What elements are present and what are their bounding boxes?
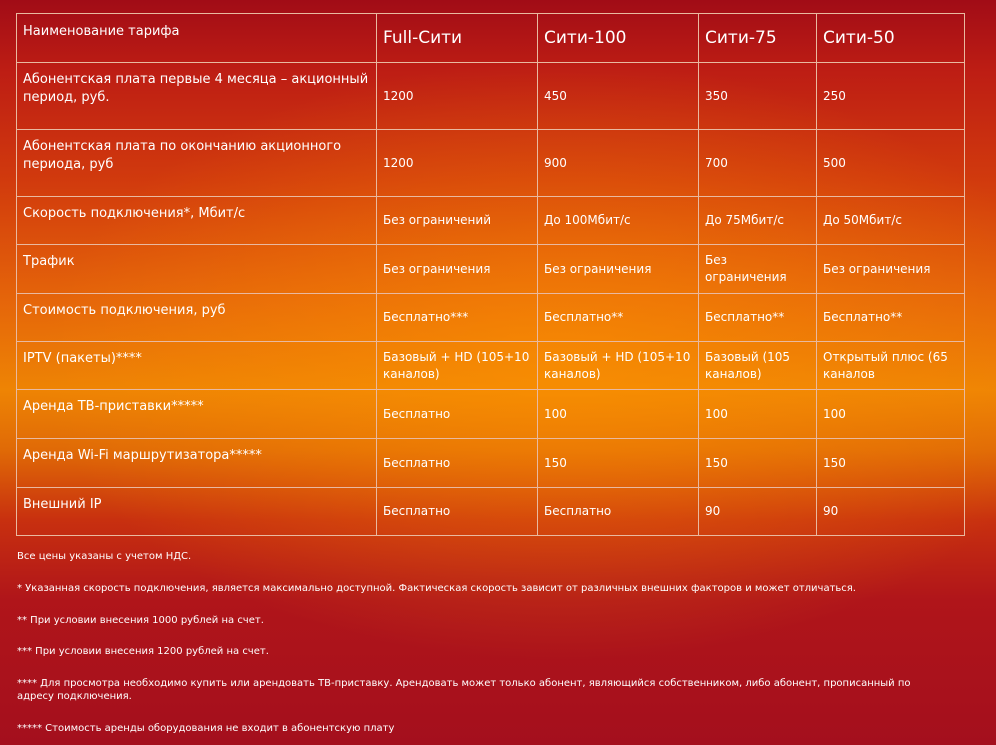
table-cell: Бесплатно**: [817, 294, 965, 342]
row-label: Абонентская плата по окончанию акционного периода, руб: [17, 130, 377, 197]
table-row: [17, 130, 965, 197]
table-cell: Базовый (105 каналов): [699, 342, 817, 390]
table-cell: Бесплатно**: [699, 294, 817, 342]
table-row: [17, 439, 965, 488]
table-cell: Без ограничений: [377, 197, 538, 245]
table-cell: 150: [699, 439, 817, 488]
plan-name-full-city: Full-Сити: [377, 14, 538, 63]
plan-name-city-50: Сити-50: [817, 14, 965, 63]
plan-name-city-100: Сити-100: [538, 14, 699, 63]
table-cell: Бесплатно***: [377, 294, 538, 342]
table-cell: Открытый плюс (65 каналов: [817, 342, 965, 390]
table-cell: Без ограничения: [538, 245, 699, 294]
footnote-speed: * Указанная скорость подключения, является максимально доступной. Фактическая скорость зависит от различных внешних факторов и может отличаться.: [17, 583, 856, 594]
table-cell: 250: [817, 63, 965, 130]
table-cell: 1200: [377, 63, 538, 130]
table-cell: До 75Мбит/с: [699, 197, 817, 245]
table-row: [17, 488, 965, 536]
table-cell: Базовый + HD (105+10 каналов): [538, 342, 699, 390]
table-cell: 1200: [377, 130, 538, 197]
table-cell: Без ограничения: [699, 245, 817, 294]
table-cell: Бесплатно: [377, 439, 538, 488]
table-cell: 700: [699, 130, 817, 197]
table-cell: 500: [817, 130, 965, 197]
row-label: IPTV (пакеты)****: [17, 342, 377, 390]
table-cell: 900: [538, 130, 699, 197]
row-label: Стоимость подключения, руб: [17, 294, 377, 342]
table-row: [17, 245, 965, 294]
footnote-vat: Все цены указаны с учетом НДС.: [17, 551, 192, 562]
table-cell: 100: [538, 390, 699, 439]
header-label: Наименование тарифа: [17, 14, 377, 63]
table-cell: Без ограничения: [377, 245, 538, 294]
table-cell: До 50Мбит/с: [817, 197, 965, 245]
table-cell: 150: [538, 439, 699, 488]
table-cell: 450: [538, 63, 699, 130]
footnote-deposit-1200: *** При условии внесения 1200 рублей на счет.: [17, 646, 269, 657]
tariff-comparison-table: [16, 13, 965, 536]
table-cell: 90: [699, 488, 817, 536]
table-cell: До 100Мбит/с: [538, 197, 699, 245]
table-row: [17, 342, 965, 390]
table-cell: 90: [817, 488, 965, 536]
table-cell: Бесплатно**: [538, 294, 699, 342]
table-cell: 350: [699, 63, 817, 130]
table-cell: 150: [817, 439, 965, 488]
footnote-rental: ***** Стоимость аренды оборудования не входит в абонентскую плату: [17, 723, 395, 734]
table-cell: Базовый + HD (105+10 каналов): [377, 342, 538, 390]
row-label: Трафик: [17, 245, 377, 294]
table-row: [17, 197, 965, 245]
table-row: [17, 63, 965, 130]
footnote-deposit-1000: ** При условии внесения 1000 рублей на счет.: [17, 615, 264, 626]
table-cell: 100: [817, 390, 965, 439]
row-label: Аренда ТВ-приставки*****: [17, 390, 377, 439]
table-row: [17, 294, 965, 342]
table-cell: 100: [699, 390, 817, 439]
row-label: Скорость подключения*, Мбит/с: [17, 197, 377, 245]
table-cell: Бесплатно: [538, 488, 699, 536]
row-label: Аренда Wi-Fi маршрутизатора*****: [17, 439, 377, 488]
plan-name-city-75: Сити-75: [699, 14, 817, 63]
table-header-row: [17, 14, 965, 63]
row-label: Абонентская плата первые 4 месяца – акционный период, руб.: [17, 63, 377, 130]
footnote-iptv: **** Для просмотра необходимо купить или арендовать ТВ-приставку. Арендовать может только абонент, являющийся собственником, либо абонент, прописанный по адресу подключения.: [17, 678, 911, 702]
table-cell: Без ограничения: [817, 245, 965, 294]
row-label: Внешний IP: [17, 488, 377, 536]
table-cell: Бесплатно: [377, 390, 538, 439]
table-row: [17, 390, 965, 439]
table-cell: Бесплатно: [377, 488, 538, 536]
